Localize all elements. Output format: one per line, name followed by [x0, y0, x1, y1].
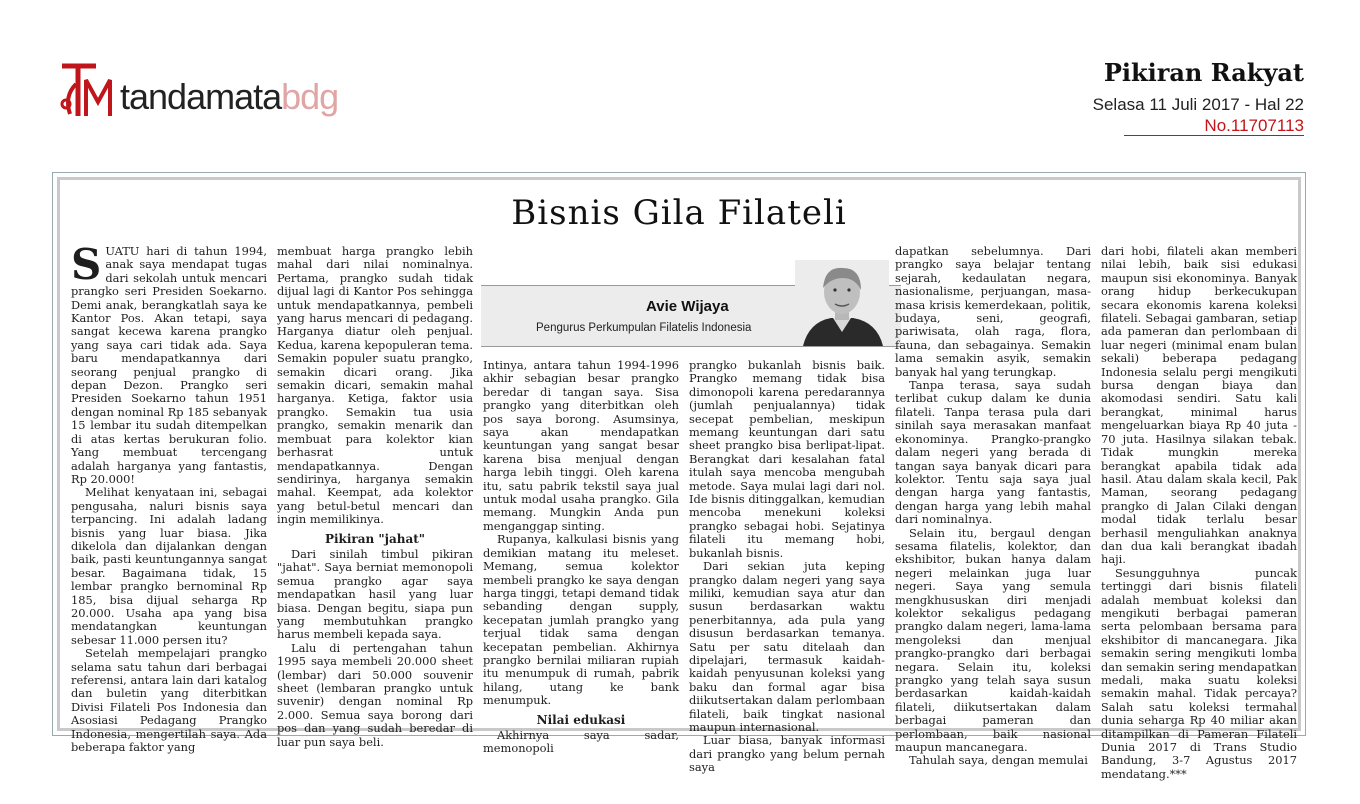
paragraph: Dari sekian juta keping prangko dalam negeri yang saya miliki, kemudian saya atur dan susun berdasarkan waktu penerbitannya, ada pula yang disusun berdasarkan temanya. Satu per satu ditelaah dan dipelajari, termasuk kaidah-kaidah penyusunan koleksi yang baku dan formal agar bisa diikutsertakan dalam perlombaan filateli, baik tingkat nasional maupun internasional. [689, 559, 885, 734]
logo-wordmark [120, 76, 338, 118]
article-column-6 [1101, 245, 1297, 781]
tandamata-logo [56, 56, 339, 126]
paragraph: Rupanya, kalkulasi bisnis yang demikian matang itu meleset. Memang, semua kolektor membeli prangko ke saya dengan harga tinggi, tetapi demand tidak sebanding dengan supply, kecepatan jumlah prangko yang terjual tidak sama dengan kecepatan pembelian. Akhirnya prangko bernilai miliaran rupiah itu menumpuk di rumah, pabrik hilang, utang ke bank menumpuk. [483, 532, 679, 708]
logo-part-tanda: tanda [120, 76, 206, 117]
publication-info [1093, 58, 1304, 136]
paragraph: membuat harga prangko lebih mahal dari nilai nominalnya. Pertama, prangko sudah tidak dijual lagi di Kantor Pos sehingga untuk mendapatkannya, pembeli yang harus mencari di pedagang. Harganya diatur oleh penjual. Kedua, karena kepopuleran tema. Semakin populer suatu prangko, semakin dicari orang. Jika semakin dicari, semakin mahal harganya. Ketiga, faktor usia prangko. Semakin tua usia prangko, semakin menarik dan membuat para kolektor kian berhasrat untuk mendapatkannya. Dengan sendirinya, harganya semakin mahal. Keempat, ada kolektor yang betul-betul mencari dan ingin memilikinya. [277, 244, 473, 527]
paragraph: Setelah mempelajari prangko selama satu tahun dari berbagai referensi, antara lain dari katalog dan buletin yang diterbitkan Divisi Filateli Pos Indonesia dan Asosiasi Pedagang Prangko Indonesia, mengertilah saya. Ada beberapa faktor yang [71, 646, 267, 755]
logo-part-bdg: bdg [281, 76, 339, 117]
paragraph: Lalu di pertengahan tahun 1995 saya membeli 20.000 sheet (lembar) dari 50.000 souvenir sheet (lembaran prangko untuk suvenir) dengan nominal Rp 2.000. Semua saya borong dari pos dan yang sudah beredar di luar pun saya beli. [277, 640, 473, 749]
subheading: Pikiran "jahat" [324, 531, 426, 546]
author-role: Pengurus Perkumpulan Filatelis Indonesia [536, 322, 752, 334]
publication-name: Pikiran Rakyat [1103, 58, 1304, 87]
article-column-4 [689, 359, 885, 775]
paragraph: Intinya, antara tahun 1994-1996 akhir sebagian besar prangko beredar di tangan saya. Sisa prangko yang diterbitkan oleh pos saya borong. Asumsinya, saya akan mendapatkan keuntungan yang sangat besar karena bisa menjual dengan harga lebih tinggi. Oleh karena itu, satu pabrik tekstil saya jual untuk modal usaha prangko. Gila memang. Mungkin Anda pun menganggap sinting. [483, 358, 679, 533]
article-headline: Bisnis Gila Filateli [511, 193, 847, 233]
author-box [481, 285, 901, 347]
paragraph: Sesungguhnya puncak tertinggi dari bisnis filateli adalah membuat koleksi dan mengikuti berbagai pameran serta pelombaan bersama para ekshibitor di mancanegara. Jika semakin sering mengikuti lomba dan semakin sering mendapatkan medali, maka suatu koleksi semakin mahal. Tidak percaya? Salah satu koleksi termahal dunia seharga Rp 40 miliar akan ditampilkan di Pameran Filateli Dunia 2017 di Trans Studio Bandung, 3-7 Agustus 2017 mendatang.*** [1101, 565, 1297, 781]
clipping-number: No.11707113 [1124, 117, 1304, 136]
article-column-5 [895, 245, 1091, 768]
logo-part-mata: mata [205, 76, 282, 117]
author-photo [795, 260, 889, 346]
subheading: Nilai edukasi [536, 712, 626, 727]
drop-cap: S [71, 240, 102, 289]
author-name: Avie Wijaya [646, 298, 729, 315]
paragraph: Tahulah saya, dengan memulai [909, 753, 1088, 768]
paragraph: Melihat kenyataan ini, sebagai pengusaha, naluri bisnis saya terpancing. Ini adalah ladang bisnis yang luar biasa. Jika dikelola dan dijalankan dengan baik, pasti keuntungannya sangat besar. Bagaimana tidak, 15 lembar prangko bernominal Rp 185, bisa dijual seharga Rp 20.000. Usaha apa yang bisa mendatangkan keuntungan sebesar 11.000 persen itu? [71, 485, 267, 647]
paragraph: Tanpa terasa, saya sudah terlibat cukup dalam ke dunia filateli. Tanpa terasa pula dari sinilah saya merasakan manfaat ekonominya. Prangko-prangko dalam negeri yang berada di tangan saya banyak dicari para kolektor. Tentu saja saya jual dengan harga yang fantastis, dengan harga yang lebih mahal dari nominalnya. [895, 378, 1091, 527]
paragraph: Dari sinilah timbul pikiran "jahat". Saya berniat memonopoli semua prangko agar saya mendapatkan hasil yang luar biasa. Dengan begitu, siapa pun yang membutuhkan prangko harus membeli kepada saya. [277, 546, 473, 642]
paragraph: UATU hari di tahun 1994, anak saya mendapat tugas dari sekolah untuk mencari prangko seri Presiden Soekarno. Demi anak, berangkatlah saya ke Kantor Pos. Akan tetapi, saya sangat kecewa karena prangko yang saya cari tidak ada. Saya baru mendapatkannya dari seorang penjual prangko di depan Dezon. Prangko seri Presiden Soekarno tahun 1951 dengan nominal Rp 185 sebanyak 15 lembar itu sudah ditempelkan di atas kertas berukuran folio. Yang membuat tercengang adalah harganya yang fantastis, Rp 20.000! [71, 244, 267, 486]
paragraph: dapatkan sebelumnya. Dari prangko saya belajar tentang sejarah, kedaulatan negara, nasionalisme, perjuangan, masa-masa krisis kemerdekaan, politik, budaya, seni, geografi, pariwisata, olah raga, flora, fauna, dan sebagainya. Semakin lama semakin asyik, semakin banyak hal yang terungkap. [895, 244, 1091, 379]
paragraph: dari hobi, filateli akan memberi nilai lebih, baik sisi edukasi maupun sisi ekonominya. Banyak orang hidup berkecukupan secara ekonomis karena koleksi filateli. Sebagai gambaran, setiap ada pameran dan perlombaan di luar negeri (minimal enam bulan sekali) beberapa pedagang Indonesia selalu pergi mengikuti bursa dengan biaya dan akomodasi sendiri. Satu kali berangkat, minimal harus mengeluarkan biaya Rp 40 juta - 70 juta. Hasilnya silakan tebak. Tidak mungkin mereka berangkat apabila tidak ada hasil. Atau dalam skala kecil, Pak Maman, seorang pedagang prangko di Jalan Cilaki dengan modal tidak terlalu besar berhasil menguliahkan anaknya dan dua kali berangkat ibadah haji. [1101, 244, 1297, 567]
paragraph: Selain itu, bergaul dengan sesama filatelis, kolektor, dan ekshibitor, bukan hanya dalam negeri melainkan juga luar negeri. Saya yang semula mengkhususkan diri menjadi kolektor sekaligus pedagang prangko dalam negeri, lama-lama mengoleksi dan menjual prangko-prangko dari berbagai negara. Selain itu, koleksi prangko yang telah saya susun berdasarkan kaidah-kaidah filateli, diikutsertakan dalam berbagai pameran dan perlombaan, baik nasional maupun mancanegara. [895, 525, 1091, 755]
article-column-1 [71, 240, 267, 755]
article-column-3 [483, 359, 679, 756]
article-clipping [52, 172, 1306, 781]
paragraph: prangko bukanlah bisnis baik. Prangko memang tidak bisa dimonopoli karena peredarannya (jumlah penjualannya) tidak secepat pembelian, meskipun memang keuntungan dari satu sheet prangko bisa berlipat-lipat. Berangkat dari kesalahan fatal itulah saya mencoba mengubah metode. Saya mulai lagi dari nol. Ide bisnis ditinggalkan, kemudian mencoba menekuni koleksi prangko sebagai hobi. Sejatinya filateli itu memang hobi, bukanlah bisnis. [689, 358, 885, 560]
paragraph: Luar biasa, banyak informasi dari prangko yang belum pernah saya [689, 733, 885, 775]
tm-monogram-icon [56, 56, 118, 124]
article-column-2 [277, 245, 473, 749]
paragraph: Akhirnya saya sadar, memonopoli [483, 727, 679, 756]
publication-date: Selasa 11 Juli 2017 - Hal 22 [1092, 95, 1304, 114]
